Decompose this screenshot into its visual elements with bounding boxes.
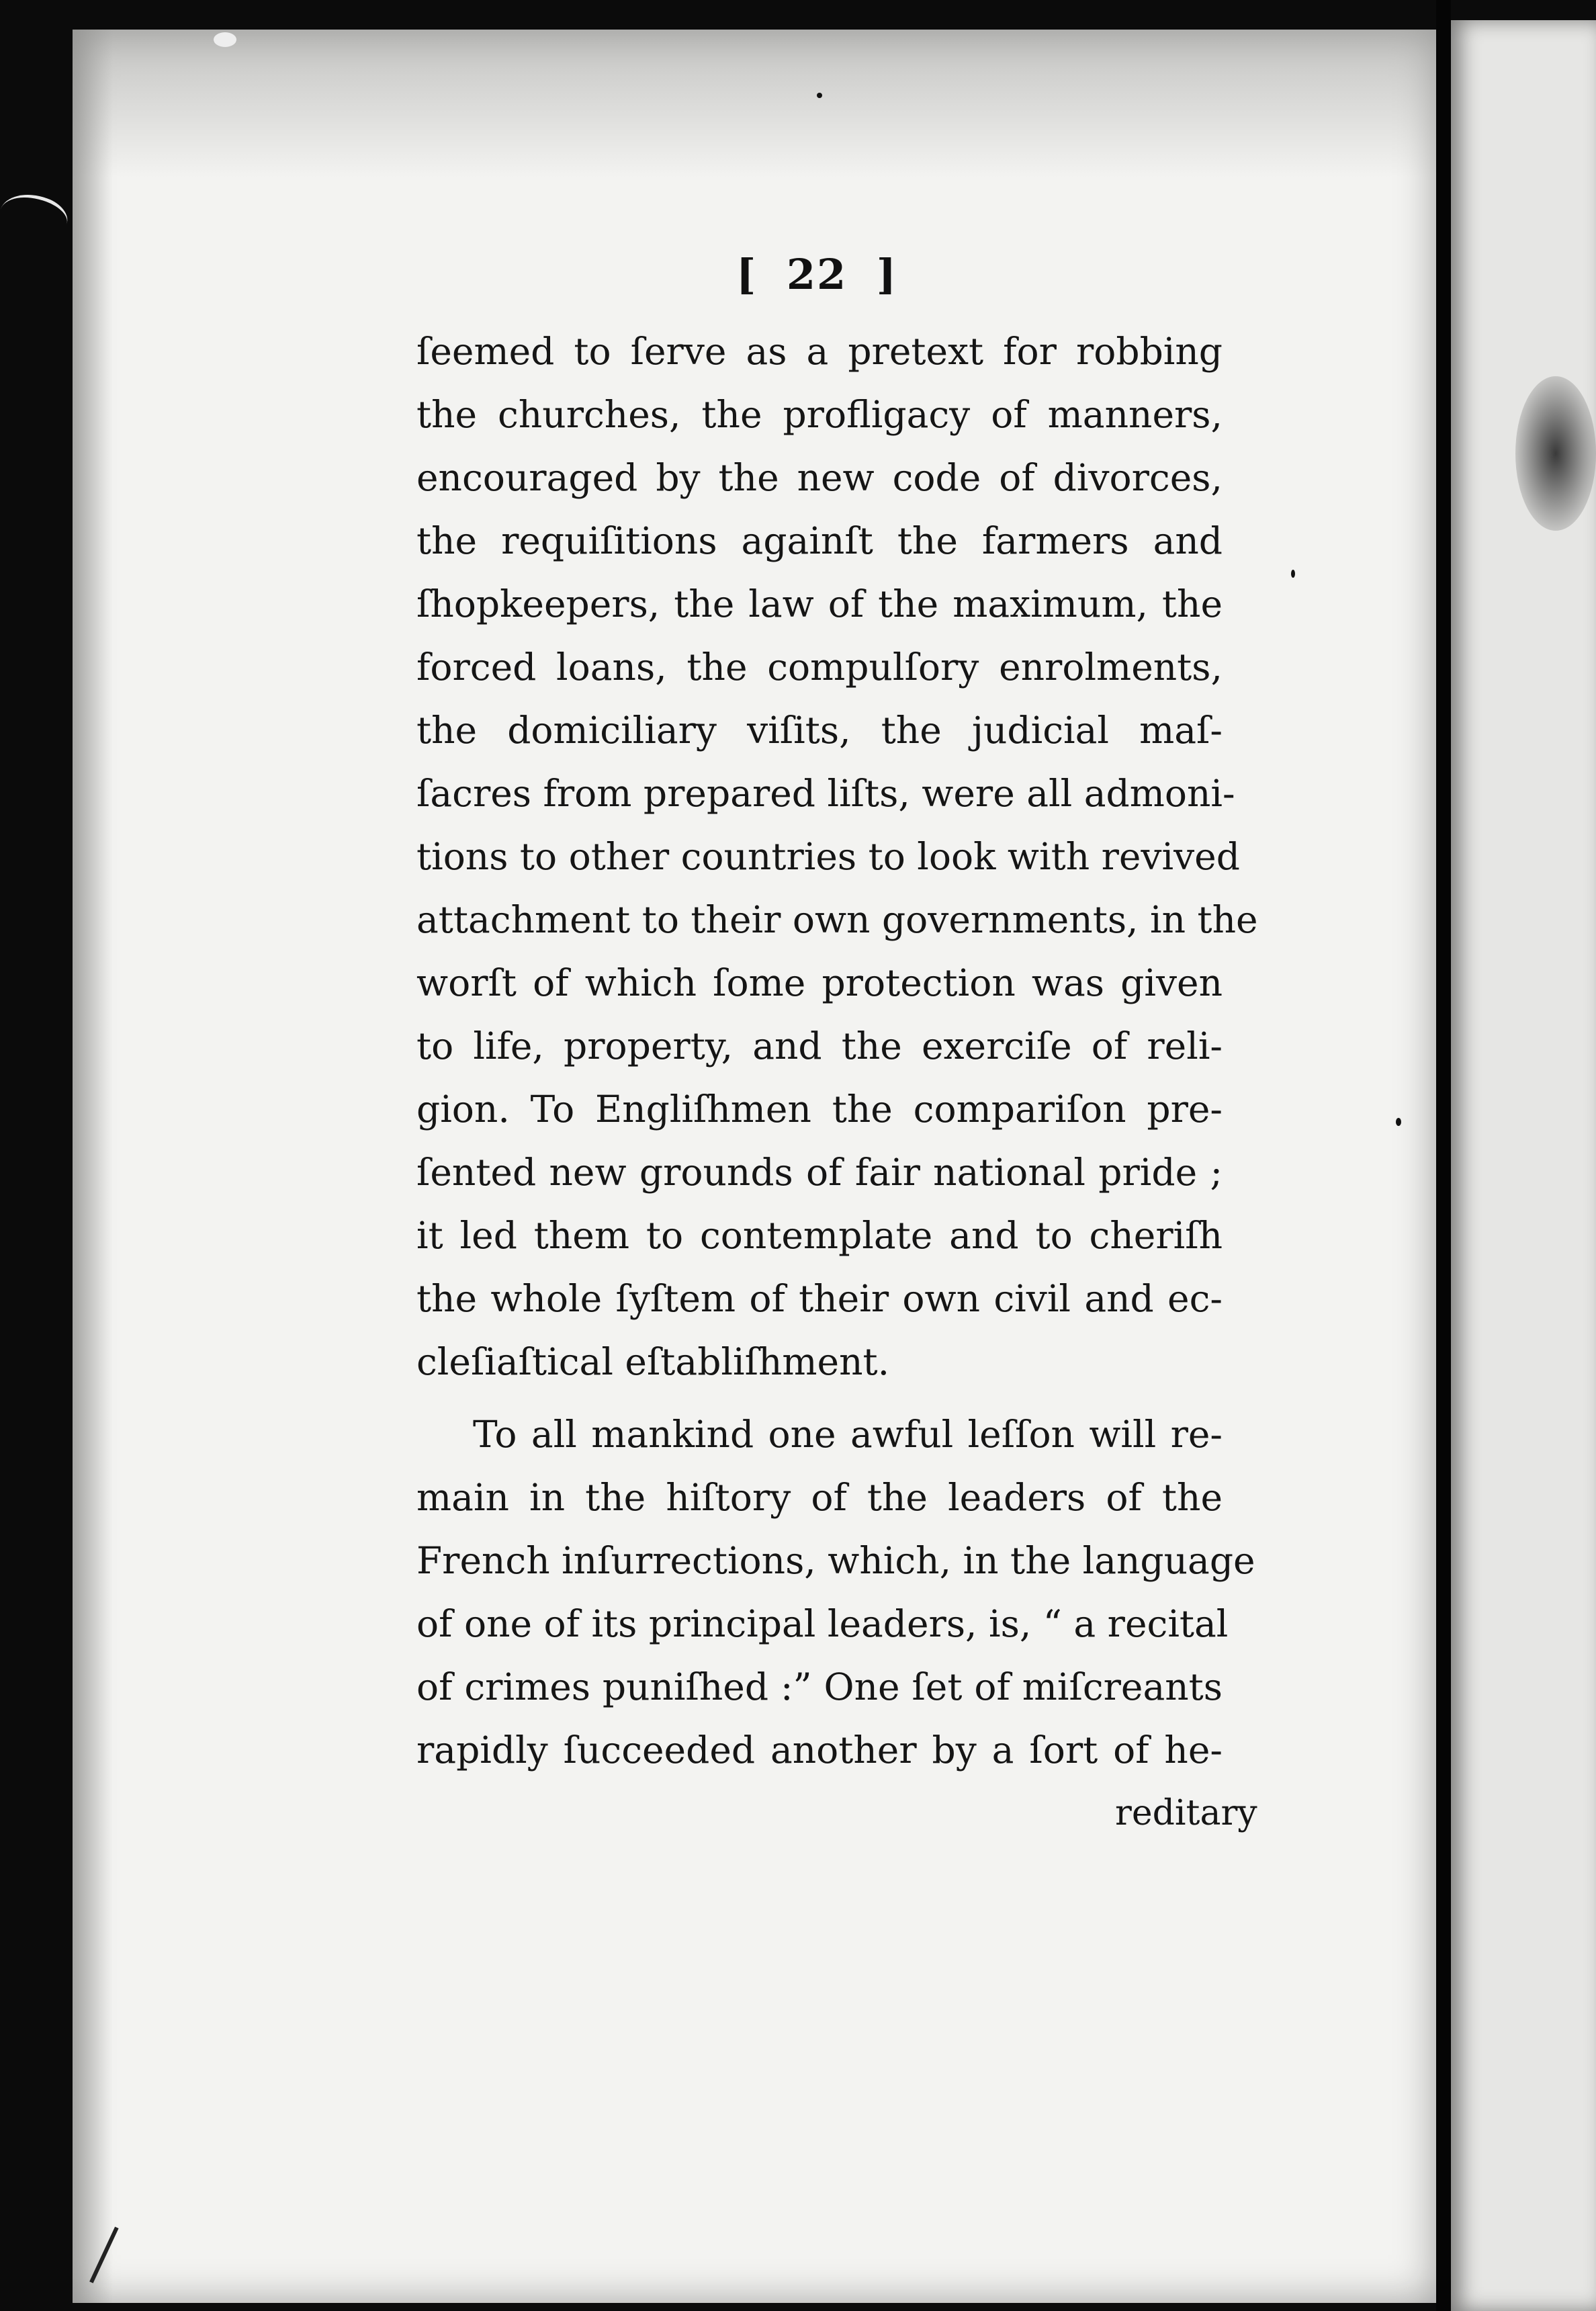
text-line: of crimes puniſhed :” One ſet of miſcreants <box>416 1665 1223 1708</box>
text-line: To all mankind one awful leſſon will re- <box>473 1413 1223 1456</box>
page-left-shading <box>73 30 113 2303</box>
text-line: French inſurrections, which, in the language <box>416 1539 1255 1582</box>
scan-speck <box>214 32 236 47</box>
margin-scratch <box>0 185 73 249</box>
text-line: the requiſitions againſt the farmers and <box>416 519 1223 562</box>
catchword: reditary <box>1115 1793 1257 1833</box>
text-line: of one of its principal leaders, is, “ a recital <box>416 1602 1229 1645</box>
scan-speck <box>817 93 822 98</box>
text-line: main in the hiſtory of the leaders of the <box>416 1476 1223 1519</box>
scan-speck <box>1396 1118 1401 1126</box>
text-line: it led them to contemplate and to cheriſh <box>416 1214 1223 1257</box>
facing-page-edge <box>1451 20 1596 2311</box>
ink-bleed-spot <box>1515 376 1596 531</box>
text-line: gion. To Engliſhmen the compariſon pre- <box>416 1088 1223 1131</box>
text-line: ſhopkeepers, the law of the maximum, the <box>416 582 1223 625</box>
text-line: the domiciliary viſits, the judicial maſ- <box>416 709 1223 752</box>
text-line: to life, property, and the exerciſe of reli- <box>416 1024 1223 1067</box>
page-top-shading <box>73 30 1436 177</box>
text-line: the whole ſyſtem of their own civil and ec- <box>416 1277 1223 1320</box>
text-line: tions to other countries to look with revived <box>416 835 1240 878</box>
text-line: rapidly ſucceeded another by a ſort of he- <box>416 1729 1223 1772</box>
text-line: attachment to their own governments, in the <box>416 898 1258 941</box>
text-line: encouraged by the new code of divorces, <box>416 456 1223 499</box>
text-line: worſt of which ſome protection was given <box>416 961 1223 1004</box>
text-line: cleſiaſtical eſtabliſhment. <box>416 1340 890 1383</box>
text-line: ſented new grounds of fair national pride ; <box>416 1151 1223 1194</box>
text-line: ſeemed to ſerve as a pretext for robbing <box>416 330 1223 373</box>
page-gutter <box>1436 0 1451 2311</box>
text-line: forced loans, the compulſory enrolments, <box>416 646 1223 689</box>
text-line: the churches, the profligacy of manners, <box>416 393 1223 436</box>
scan-speck <box>1291 570 1295 578</box>
page-number: [ 22 ] <box>736 250 898 299</box>
text-line: ſacres from prepared liſts, were all admoni- <box>416 772 1235 815</box>
